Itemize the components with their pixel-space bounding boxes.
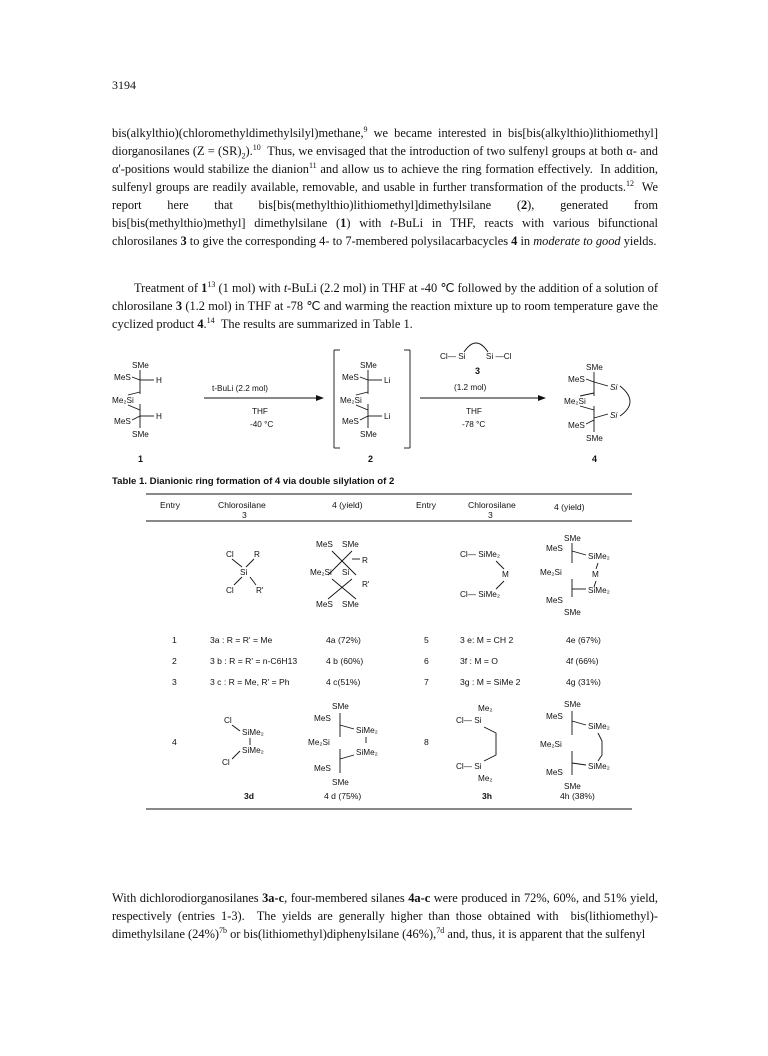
svg-text:H: H [156,376,162,385]
svg-text:THF: THF [466,407,482,416]
compound-1-structure [112,361,162,464]
yield-4e: 4e (67%) [566,635,601,645]
paragraph-treatment: Treatment of $1^{13}$ (1 mol) with t-BuLi (2.2 mol) in THF at -40 ℃ followed by the addition of a solution of chlorosilane 3 (1.2 mol) in THF at -78 ℃ and warming the reaction mixture up to room temperature gave the cyclized product 4.14 The results are summarized in Table 1. [112,279,658,331]
chlorosilane-3g: 3g : M = SiMe 2 [460,677,521,687]
entry-3: 3 [172,677,177,687]
svg-text:Cl— Si: Cl— Si [440,352,466,361]
svg-text:SMe: SMe [564,700,581,709]
svg-text:3: 3 [488,510,493,520]
structure-3efg [460,550,509,599]
svg-text:SMe: SMe [132,361,149,370]
product-4-structure [564,363,630,464]
chlorosilane-3c: 3 c : R = Me, R' = Ph [210,677,290,687]
header-chlorosilane-2: Chlorosilane [468,500,516,510]
product-4-label: 4 [592,454,598,464]
svg-text:SiMe₂: SiMe₂ [242,746,264,755]
header-yield-2: 4 (yield) [554,502,585,512]
yield-4f: 4f (66%) [566,656,599,666]
svg-text:MeS: MeS [114,417,131,426]
svg-text:Cl— Si: Cl— Si [456,716,482,725]
compound-2-label: 2 [368,454,374,464]
svg-text:SMe: SMe [332,778,349,787]
header-entry: Entry [160,500,181,510]
svg-text:SMe: SMe [360,361,377,370]
svg-text:Cl: Cl [226,550,234,559]
chlorosilane-3b: 3 b : R = R' = n-C6H13 [210,656,298,666]
svg-text:Me₂Si: Me₂Si [112,396,134,405]
entry-1: 1 [172,635,177,645]
entry-8: 8 [424,737,429,747]
yield-4g: 4g (31%) [566,677,601,687]
svg-text:MeS: MeS [546,596,563,605]
svg-text:Si: Si [342,568,350,577]
table-caption: Table 1. Dianionic ring formation of 4 via double silylation of 2 [112,476,395,487]
svg-text:Li: Li [384,376,391,385]
svg-text:R: R [254,550,260,559]
svg-text:-78 °C: -78 °C [462,420,486,429]
svg-text:-40 °C: -40 °C [250,420,274,429]
svg-text:Me₂Si: Me₂Si [308,738,330,747]
svg-text:SMe: SMe [586,434,603,443]
compound-1-label: 1 [138,454,144,464]
svg-text:MeS: MeS [546,544,563,553]
chlorosilane-3e: 3 e: M = CH 2 [460,635,514,645]
svg-text:MeS: MeS [342,417,359,426]
structure-3d [222,716,264,767]
label-4d-yield: 4 d (75%) [324,791,362,801]
svg-text:(1.2 mol): (1.2 mol) [454,383,487,392]
svg-text:H: H [156,412,162,421]
svg-text:MeS: MeS [114,373,131,382]
svg-text:SiMe₂: SiMe₂ [588,586,610,595]
arrow-step-2 [420,395,546,429]
svg-text:SiMe₂: SiMe₂ [356,726,378,735]
svg-text:Cl: Cl [226,586,234,595]
svg-text:SiMe₂: SiMe₂ [588,762,610,771]
svg-text:SiMe₂: SiMe₂ [588,552,610,561]
svg-text:M: M [592,570,599,579]
svg-text:MeS: MeS [546,768,563,777]
results-table [146,493,632,818]
svg-text:Me₂: Me₂ [478,704,493,713]
entry-4: 4 [172,737,177,747]
structure-4h [540,700,610,791]
svg-text:Me₂Si: Me₂Si [340,396,362,405]
structure-4d [308,702,378,787]
svg-text:R': R' [362,580,370,589]
svg-text:MeS: MeS [546,712,563,721]
svg-text:SiMe₂: SiMe₂ [242,728,264,737]
svg-text:MeS: MeS [568,375,585,384]
svg-text:3: 3 [475,366,481,376]
svg-text:SMe: SMe [342,600,359,609]
arrow-step-1 [204,384,324,429]
svg-text:THF: THF [252,407,268,416]
svg-text:Me₂: Me₂ [478,774,493,783]
yield-4a: 4a (72%) [326,635,361,645]
label-4h-yield: 4h (38%) [560,791,595,801]
svg-text:Me₂Si: Me₂Si [310,568,332,577]
svg-text:Si: Si [240,568,248,577]
svg-text:SiMe₂: SiMe₂ [356,748,378,757]
svg-text:SMe: SMe [342,540,359,549]
svg-text:SMe: SMe [586,363,603,372]
svg-text:SiMe₂: SiMe₂ [588,722,610,731]
svg-text:R': R' [256,586,264,595]
svg-text:MeS: MeS [316,540,333,549]
svg-text:SMe: SMe [564,782,581,791]
chlorosilane-3-structure [440,343,512,392]
svg-text:SMe: SMe [564,534,581,543]
chlorosilane-3a: 3a : R = R' = Me [210,635,273,645]
paragraph-intro: bis(alkylthio)(chloromethyldimethylsilyl)methane,$^9$ we became interested in bis[bis(alkylthio)lithiomethyl] diorganosilanes $(Z = (SR)_2).^{10}$ Thus, we envisaged that the introduction of two sulfenyl groups at both α- and α'-positions would stabilize the dianion$^{11}$ and allow us to achieve the ring formation effectively. In addition, sulfenyl groups are readily available, removable, and usable in further transformation of the products.$^{12}$ We report here that bis[bis(methylthio)lithiomethyl]dimethylsilane (2), generated from bis[bis(methylthio)methyl] dimethylsilane (1) with t-BuLi in THF, reacts with various bifunctional chlorosilanes 3 to give the corresponding 4- to 7-membered polysilacarbacycles 4 in moderate to good yields. [112,124,659,248]
structure-4abc [310,540,370,609]
entry-2: 2 [172,656,177,666]
svg-text:Cl: Cl [224,716,232,725]
entry-6: 6 [424,656,429,666]
svg-text:Si —Cl: Si —Cl [486,352,512,361]
svg-text:Me₂Si: Me₂Si [564,397,586,406]
reaction-scheme [112,340,658,472]
svg-text:t-BuLi (2.2 mol): t-BuLi (2.2 mol) [212,384,268,393]
svg-text:M: M [502,570,509,579]
structure-3abc [226,550,264,595]
svg-text:Me₂Si: Me₂Si [540,568,562,577]
svg-text:R: R [362,556,368,565]
svg-text:3: 3 [242,510,247,520]
svg-text:MeS: MeS [316,600,333,609]
header-entry-2: Entry [416,500,437,510]
page-number: 3194 [112,78,136,92]
paragraph-discussion: With dichlorodiorganosilanes 3a-c, four-membered silanes 4a-c were produced in 72%, 60%, and 51% yield, respectively (entries 1-3). The yields are generally higher than those obtained with bis(lithiomethyl)-dimethylsilane $(24\%)^{7b}$ or bis(lithiomethyl)diphenylsilane (46%),$^{7d}$ and, thus, it is apparent that the sulfenyl [112,891,658,941]
header-yield: 4 (yield) [332,500,363,510]
svg-text:Cl— SiMe₂: Cl— SiMe₂ [460,590,501,599]
structure-4efg [540,534,610,617]
svg-text:Li: Li [384,412,391,421]
svg-text:Cl— Si: Cl— Si [456,762,482,771]
svg-text:MeS: MeS [314,714,331,723]
header-chlorosilane: Chlorosilane [218,500,266,510]
label-3h: 3h [482,791,493,801]
entry-7: 7 [424,677,429,687]
svg-text:Me₂Si: Me₂Si [540,740,562,749]
svg-text:SMe: SMe [360,430,377,439]
svg-text:Si: Si [610,383,618,392]
svg-text:MeS: MeS [314,764,331,773]
svg-text:MeS: MeS [568,421,585,430]
chlorosilane-3f: 3f : M = O [460,656,498,666]
svg-text:Cl: Cl [222,758,230,767]
compound-2-structure [340,361,391,464]
svg-text:Cl— SiMe₂: Cl— SiMe₂ [460,550,501,559]
label-3d: 3d [244,791,255,801]
svg-text:Si: Si [610,411,618,420]
svg-text:SMe: SMe [564,608,581,617]
svg-text:MeS: MeS [342,373,359,382]
yield-4c: 4 c(51%) [326,677,361,687]
structure-3h [456,704,496,783]
svg-text:SMe: SMe [132,430,149,439]
svg-text:SMe: SMe [332,702,349,711]
yield-4b: 4 b (60%) [326,656,364,666]
entry-5: 5 [424,635,429,645]
